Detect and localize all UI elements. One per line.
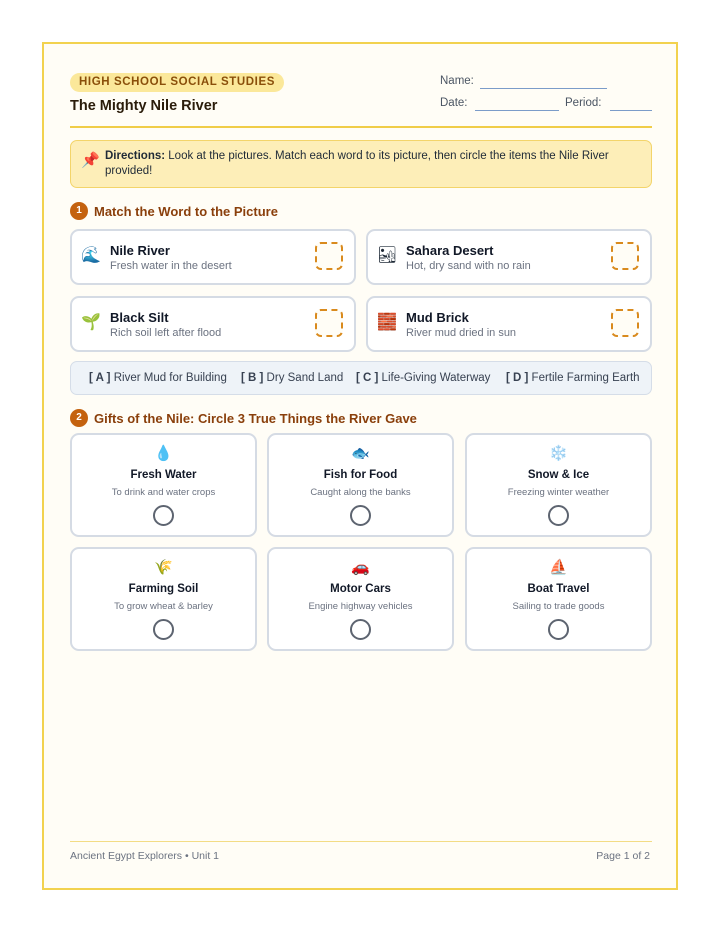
answer-circle[interactable] <box>153 619 174 640</box>
gift-card-subtitle: Engine highway vehicles <box>308 601 413 612</box>
gift-card-title: Fresh Water <box>130 469 197 481</box>
key-text: River Mud for Building <box>110 372 227 384</box>
footer-unit: Ancient Egypt Explorers • Unit 1 <box>70 850 219 862</box>
gift-card-title: Farming Soil <box>128 583 199 595</box>
gift-card-subtitle: Caught along the banks <box>310 487 411 498</box>
droplet-icon: 💧 <box>154 445 173 462</box>
key-letter: [ D ] <box>506 372 529 384</box>
gift-card-snow-and-ice <box>465 433 652 537</box>
gift-card-title: Motor Cars <box>330 583 391 595</box>
answer-box[interactable] <box>315 242 343 270</box>
key-text: Life-Giving Waterway <box>378 372 491 384</box>
snowflake-icon: ❄️ <box>549 445 568 462</box>
section-1-number: 1 <box>70 202 88 220</box>
worksheet-page <box>42 42 678 890</box>
name-label: Name: <box>440 75 474 87</box>
gift-card-subtitle: To grow wheat & barley <box>114 601 213 612</box>
match-card-subtitle: Hot, dry sand with no rain <box>406 260 531 272</box>
key-text: Dry Sand Land <box>263 372 344 384</box>
match-card-subtitle: River mud dried in sun <box>406 327 517 339</box>
answer-box[interactable] <box>611 309 639 337</box>
gift-card-subtitle: Sailing to trade goods <box>512 601 605 612</box>
answer-circle[interactable] <box>548 619 569 640</box>
section-2-title: Gifts of the Nile: Circle 3 True Things the River Gave <box>94 411 417 426</box>
match-card-nile-river <box>70 229 356 285</box>
wheat-icon: 🌾 <box>154 559 173 576</box>
gift-card-farming-soil <box>70 547 257 651</box>
period-label: Period: <box>565 97 602 109</box>
name-field[interactable] <box>480 88 607 89</box>
period-field[interactable] <box>610 110 652 111</box>
section-2-number: 2 <box>70 409 88 427</box>
desert-icon: 🏜 <box>377 247 398 264</box>
answer-circle[interactable] <box>153 505 174 526</box>
footer-divider <box>70 841 652 842</box>
gift-card-title: Snow & Ice <box>527 469 590 481</box>
fish-icon: 🐟 <box>351 445 370 462</box>
answer-box[interactable] <box>315 309 343 337</box>
gift-card-motor-cars <box>267 547 454 651</box>
gift-card-boat-travel <box>465 547 652 651</box>
match-card-subtitle: Rich soil left after flood <box>110 327 222 339</box>
match-card-title: Mud Brick <box>406 310 469 325</box>
sailboat-icon: ⛵ <box>549 559 568 576</box>
seedling-icon: 🌱 <box>81 314 101 331</box>
answer-circle[interactable] <box>350 505 371 526</box>
gift-card-fresh-water <box>70 433 257 537</box>
header-divider <box>70 126 652 128</box>
match-card-title: Nile River <box>110 243 170 258</box>
key-letter: [ C ] <box>356 372 379 384</box>
section-1-title: Match the Word to the Picture <box>94 204 278 219</box>
page-title: The Mighty Nile River <box>70 98 218 114</box>
directions-label: Directions: <box>105 150 166 162</box>
directions-text <box>105 149 635 179</box>
key-letter: [ A ] <box>89 372 111 384</box>
car-icon: 🚗 <box>351 559 370 576</box>
key-item-a <box>89 372 227 384</box>
gift-card-subtitle: Freezing winter weather <box>507 487 610 498</box>
directions-box <box>70 140 652 188</box>
gift-card-title: Fish for Food <box>323 469 398 481</box>
answer-key-bar <box>70 361 652 395</box>
answer-circle[interactable] <box>548 505 569 526</box>
key-letter: [ B ] <box>241 372 264 384</box>
match-card-sahara-desert <box>366 229 652 285</box>
match-card-title: Black Silt <box>110 310 169 325</box>
brick-icon: 🧱 <box>377 314 397 331</box>
match-card-black-silt <box>70 296 356 352</box>
gift-card-subtitle: To drink and water crops <box>111 487 216 498</box>
date-label: Date: <box>440 97 468 109</box>
key-text: Fertile Farming Earth <box>528 372 640 384</box>
answer-box[interactable] <box>611 242 639 270</box>
wave-icon: 🌊 <box>81 247 101 264</box>
date-field[interactable] <box>475 110 559 111</box>
key-item-b <box>241 372 343 384</box>
match-card-title: Sahara Desert <box>406 243 494 258</box>
match-card-mud-brick <box>366 296 652 352</box>
answer-circle[interactable] <box>350 619 371 640</box>
key-item-c <box>356 372 490 384</box>
key-item-d <box>506 372 640 384</box>
gift-card-fish-for-food <box>267 433 454 537</box>
subject-badge: HIGH SCHOOL SOCIAL STUDIES <box>70 73 284 92</box>
gift-card-title: Boat Travel <box>527 583 590 595</box>
match-card-subtitle: Fresh water in the desert <box>110 260 232 272</box>
pushpin-icon: 📌 <box>81 152 100 169</box>
directions-body: Look at the pictures. Match each word to its picture, then circle the items the Nile River provided! <box>105 150 609 177</box>
footer-page-number: Page 1 of 2 <box>596 850 650 862</box>
